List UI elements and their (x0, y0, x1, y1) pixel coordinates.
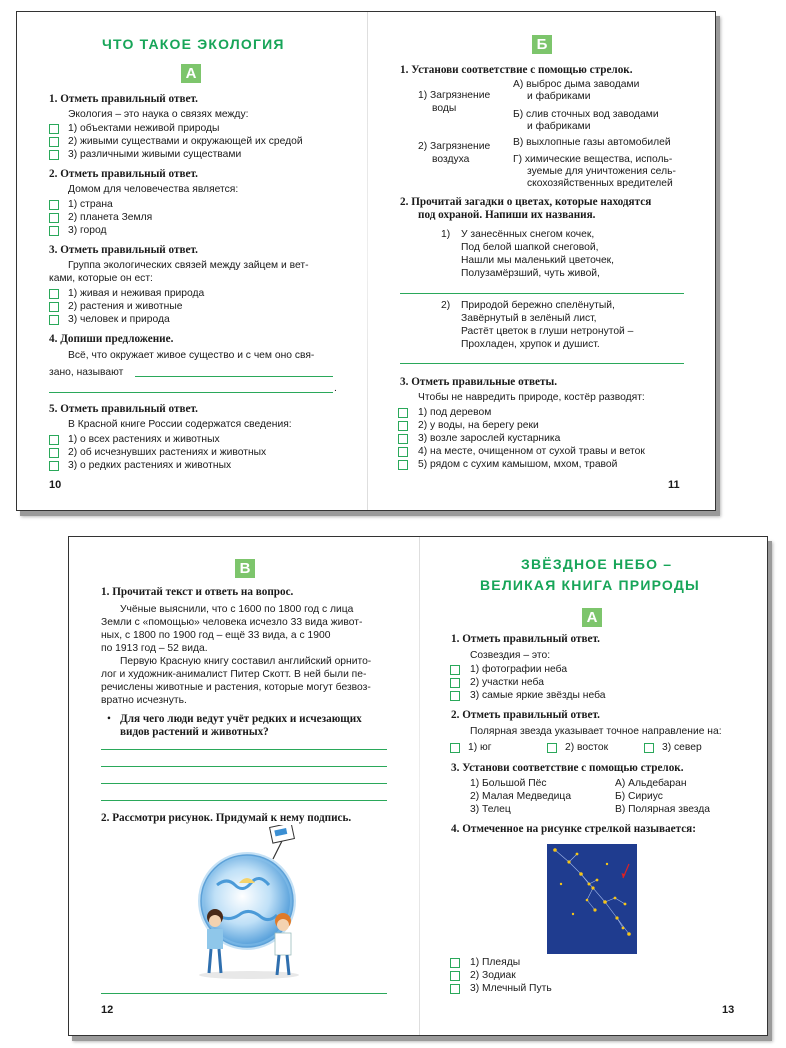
p11-q2-answer-line-2[interactable] (400, 363, 684, 364)
p11-q2-riddle-2-line-3: Растёт цветок в глуши нетронутой – (461, 326, 634, 337)
page-number-10: 10 (49, 479, 62, 491)
p13-q3-right-2: Б) Сириус (615, 791, 663, 802)
section-badge-b: Б (532, 35, 552, 54)
section-badge-a: А (582, 608, 602, 627)
p10-q5-option-1: 1) о всех растениях и животных (68, 434, 220, 445)
p11-q3-checkbox-3[interactable] (398, 434, 408, 444)
p10-q5-checkbox-3[interactable] (49, 461, 59, 471)
p13-q4-checkbox-3[interactable] (450, 984, 460, 994)
p10-q4-period: . (334, 383, 337, 394)
page-number-13: 13 (722, 1004, 735, 1016)
book-gutter (419, 537, 420, 1035)
p13-q2-checkbox-1[interactable] (450, 743, 460, 753)
p10-q1-text: Экология – это наука о связях между: (68, 109, 249, 120)
p12-q1-para-line-5: Первую Красную книгу составил английский орнито- (120, 656, 372, 667)
p10-q2-option-3: 3) город (68, 225, 107, 236)
p11-q1-right-b1: Б) слив сточных вод заводами (513, 109, 659, 120)
p11-q1-left-1b: воды (432, 103, 457, 114)
page-13-title-line-1: ЗВЁЗДНОЕ НЕБО – (521, 556, 673, 572)
book-gutter (367, 12, 368, 510)
p12-q1-question-1: Для чего люди ведут учёт редких и исчезающих (120, 713, 362, 725)
p11-q1-left-1a: 1) Загрязнение (418, 90, 491, 101)
p10-q5-option-3: 3) о редких растениях и животных (68, 460, 232, 471)
p13-q3-head: 3. Установи соответствие с помощью стрелок. (451, 762, 684, 774)
p13-q4-checkbox-2[interactable] (450, 971, 460, 981)
spread-pages-12-13 (68, 536, 768, 1036)
globe-children-illustration (187, 825, 307, 981)
p10-q1-head: 1. Отметь правильный ответ. (49, 93, 198, 105)
p10-q1-option-2: 2) живыми существами и окружающей их средой (68, 136, 303, 147)
p11-q3-checkbox-5[interactable] (398, 460, 408, 470)
p11-q2-head-1: 2. Прочитай загадки о цветах, которые находятся (400, 196, 652, 208)
p13-q2-head: 2. Отметь правильный ответ. (451, 709, 600, 721)
p10-q5-head: 5. Отметь правильный ответ. (49, 403, 198, 415)
p11-q2-riddle-1-line-3: Нашли мы маленький цветочек, (461, 255, 615, 266)
p10-q3-text-2: ками, которые он ест: (49, 273, 153, 284)
p13-q3-right-1: А) Альдебаран (615, 778, 687, 789)
p11-q2-riddle-2-line-1: Природой бережно спелёнутый, (461, 300, 615, 311)
p11-q3-text: Чтобы не навредить природе, костёр разводят: (418, 392, 645, 403)
p13-q3-left-3: 3) Телец (470, 804, 511, 815)
page-13-title-line-2: ВЕЛИКАЯ КНИГА ПРИРОДЫ (480, 577, 700, 593)
p11-q1-left-2b: воздуха (432, 154, 470, 165)
p13-q4-option-1: 1) Плеяды (470, 957, 521, 968)
p13-q3-left-1: 1) Большой Пёс (470, 778, 547, 789)
p12-q1-para-line-3: ных, с 1800 по 1900 год – ещё 33 вида, а с 1900 (101, 630, 331, 641)
p11-q2-riddle-2-number: 2) (441, 300, 451, 311)
p13-q2-option-1: 1) юг (468, 742, 492, 753)
p10-q4-head: 4. Допиши предложение. (49, 333, 174, 345)
p11-q2-riddle-1-line-1: У занесённых снегом кочек, (461, 229, 595, 240)
p10-q3-option-2: 2) растения и животные (68, 301, 183, 312)
p13-q1-checkbox-1[interactable] (450, 665, 460, 675)
p10-q3-checkbox-2[interactable] (49, 302, 59, 312)
p11-q2-head-2: под охраной. Напиши их названия. (418, 209, 596, 221)
p10-q3-option-3: 3) человек и природа (68, 314, 170, 325)
p10-q2-checkbox-3[interactable] (49, 226, 59, 236)
p11-q3-option-1: 1) под деревом (418, 407, 492, 418)
page-number-12: 12 (101, 1004, 114, 1016)
p12-q1-para-line-4: по 1913 год – 52 вида. (101, 643, 208, 654)
p12-q1-para-line-7: речислены животные и растения, которые могут безвоз- (101, 682, 371, 693)
p10-q1-checkbox-3[interactable] (49, 150, 59, 160)
p10-q5-checkbox-2[interactable] (49, 448, 59, 458)
p10-q5-text: В Красной книге России содержатся сведения: (68, 419, 292, 430)
p11-q2-answer-line-1[interactable] (400, 293, 684, 294)
section-badge-a: А (181, 64, 201, 83)
p10-q4-text-1: Всё, что окружает живое существо и с чем оно свя- (68, 350, 315, 361)
p12-q1-answer-line-4[interactable] (101, 800, 387, 801)
p13-q2-option-2: 2) восток (565, 742, 609, 753)
p10-q2-head: 2. Отметь правильный ответ. (49, 168, 198, 180)
p10-q1-checkbox-1[interactable] (49, 124, 59, 134)
p10-q2-checkbox-2[interactable] (49, 213, 59, 223)
p11-q1-head: 1. Установи соответствие с помощью стрелок. (400, 64, 633, 76)
p10-q2-option-1: 1) страна (68, 199, 113, 210)
p12-q1-bullet: • (107, 713, 111, 725)
p13-q2-text: Полярная звезда указывает точное направление на: (470, 726, 722, 737)
p10-q1-checkbox-2[interactable] (49, 137, 59, 147)
p13-q2-checkbox-3[interactable] (644, 743, 654, 753)
p10-q4-text-2: зано, называют (49, 367, 124, 378)
p12-q1-para-line-6: лог и художник-анималист Питер Скотт. В ней были пе- (101, 669, 367, 680)
p13-q1-option-2: 2) участки неба (470, 677, 544, 688)
p10-q1-option-1: 1) объектами неживой природы (68, 123, 220, 134)
p13-q4-checkbox-1[interactable] (450, 958, 460, 968)
p13-q1-text: Созвездия – это: (470, 650, 551, 661)
constellation-star-map (547, 844, 637, 954)
p10-q4-answer-line-2[interactable] (49, 392, 333, 393)
p11-q1-right-d2: зуемые для уничтожения сель- (527, 166, 676, 177)
p11-q2-riddle-1-line-4: Полузамёрзший, чуть живой, (461, 268, 600, 279)
p11-q3-head: 3. Отметь правильные ответы. (400, 376, 558, 388)
p10-q2-option-2: 2) планета Земля (68, 212, 153, 223)
p13-q1-option-3: 3) самые яркие звёзды неба (470, 690, 606, 701)
page-number-11: 11 (668, 479, 680, 491)
p12-q2-head: 2. Рассмотри рисунок. Придумай к нему подпись. (101, 812, 352, 824)
p10-q5-checkbox-1[interactable] (49, 435, 59, 445)
p11-q3-option-2: 2) у воды, на берегу реки (418, 420, 539, 431)
p11-q2-riddle-2-line-2: Завёрнутый в зелёный лист, (461, 313, 597, 324)
page-10-title: ЧТО ТАКОЕ ЭКОЛОГИЯ (102, 36, 285, 52)
p13-q1-head: 1. Отметь правильный ответ. (451, 633, 600, 645)
p13-q1-option-1: 1) фотографии неба (470, 664, 568, 675)
p11-q1-right-c: В) выхлопные газы автомобилей (513, 137, 671, 148)
section-badge-v: В (235, 559, 255, 578)
p12-q1-answer-line-3[interactable] (101, 783, 387, 784)
p11-q3-checkbox-1[interactable] (398, 408, 408, 418)
p13-q2-checkbox-2[interactable] (547, 743, 557, 753)
p10-q3-text-1: Группа экологических связей между зайцем и вет- (68, 260, 309, 271)
p12-q1-answer-line-1[interactable] (101, 749, 387, 750)
p11-q3-checkbox-2[interactable] (398, 421, 408, 431)
p10-q3-head: 3. Отметь правильный ответ. (49, 244, 198, 256)
p11-q3-option-4: 4) на месте, очищенном от сухой травы и веток (418, 446, 645, 457)
p10-q5-option-2: 2) об исчезнувших растениях и животных (68, 447, 267, 458)
spread-pages-10-11 (16, 11, 716, 511)
p10-q1-option-3: 3) различными живыми существами (68, 149, 242, 160)
p13-q1-checkbox-3[interactable] (450, 691, 460, 701)
p11-q2-riddle-1-number: 1) (441, 229, 451, 240)
p12-q1-para-line-1: Учёные выяснили, что с 1600 по 1800 год с лица (120, 604, 354, 615)
p12-q1-head: 1. Прочитай текст и ответь на вопрос. (101, 586, 294, 598)
p11-q3-checkbox-4[interactable] (398, 447, 408, 457)
p13-q3-left-2: 2) Малая Медведица (470, 791, 572, 802)
p13-q1-checkbox-2[interactable] (450, 678, 460, 688)
p11-q1-right-d3: скохозяйственных вредителей (527, 178, 673, 189)
p13-q3-right-3: В) Полярная звезда (615, 804, 711, 815)
p10-q2-text: Домом для человечества является: (68, 184, 239, 195)
p11-q3-option-5: 5) рядом с сухим камышом, мхом, травой (418, 459, 618, 470)
p10-q3-checkbox-1[interactable] (49, 289, 59, 299)
p13-q4-option-2: 2) Зодиак (470, 970, 516, 981)
p13-q2-option-3: 3) север (662, 742, 702, 753)
p10-q3-option-1: 1) живая и неживая природа (68, 288, 205, 299)
p11-q3-option-3: 3) возле зарослей кустарника (418, 433, 561, 444)
p12-q1-para-line-2: Земли с «помощью» человека исчезло 33 вида живот- (101, 617, 363, 628)
p11-q2-riddle-1-line-2: Под белой шапкой снеговой, (461, 242, 599, 253)
p11-q1-left-2a: 2) Загрязнение (418, 141, 491, 152)
p11-q1-right-a1: А) выброс дыма заводами (513, 79, 640, 90)
p13-q4-option-3: 3) Млечный Путь (470, 983, 552, 994)
p11-q1-right-a2: и фабриками (527, 91, 591, 102)
p12-q2-caption-line[interactable] (101, 993, 387, 994)
p10-q2-checkbox-1[interactable] (49, 200, 59, 210)
p12-q1-answer-line-2[interactable] (101, 766, 387, 767)
p13-q4-head: 4. Отмеченное на рисунке стрелкой называется: (451, 823, 696, 835)
p12-q1-para-line-8: вратно исчезнуть. (101, 695, 187, 706)
p11-q2-riddle-2-line-4: Прохладен, хрупок и душист. (461, 339, 600, 350)
p12-q1-question-2: видов растений и животных? (120, 726, 269, 738)
p10-q3-checkbox-3[interactable] (49, 315, 59, 325)
p11-q1-right-b2: и фабриками (527, 121, 591, 132)
p10-q4-answer-line-1[interactable] (135, 376, 333, 377)
p11-q1-right-d1: Г) химические вещества, исполь- (513, 154, 673, 165)
